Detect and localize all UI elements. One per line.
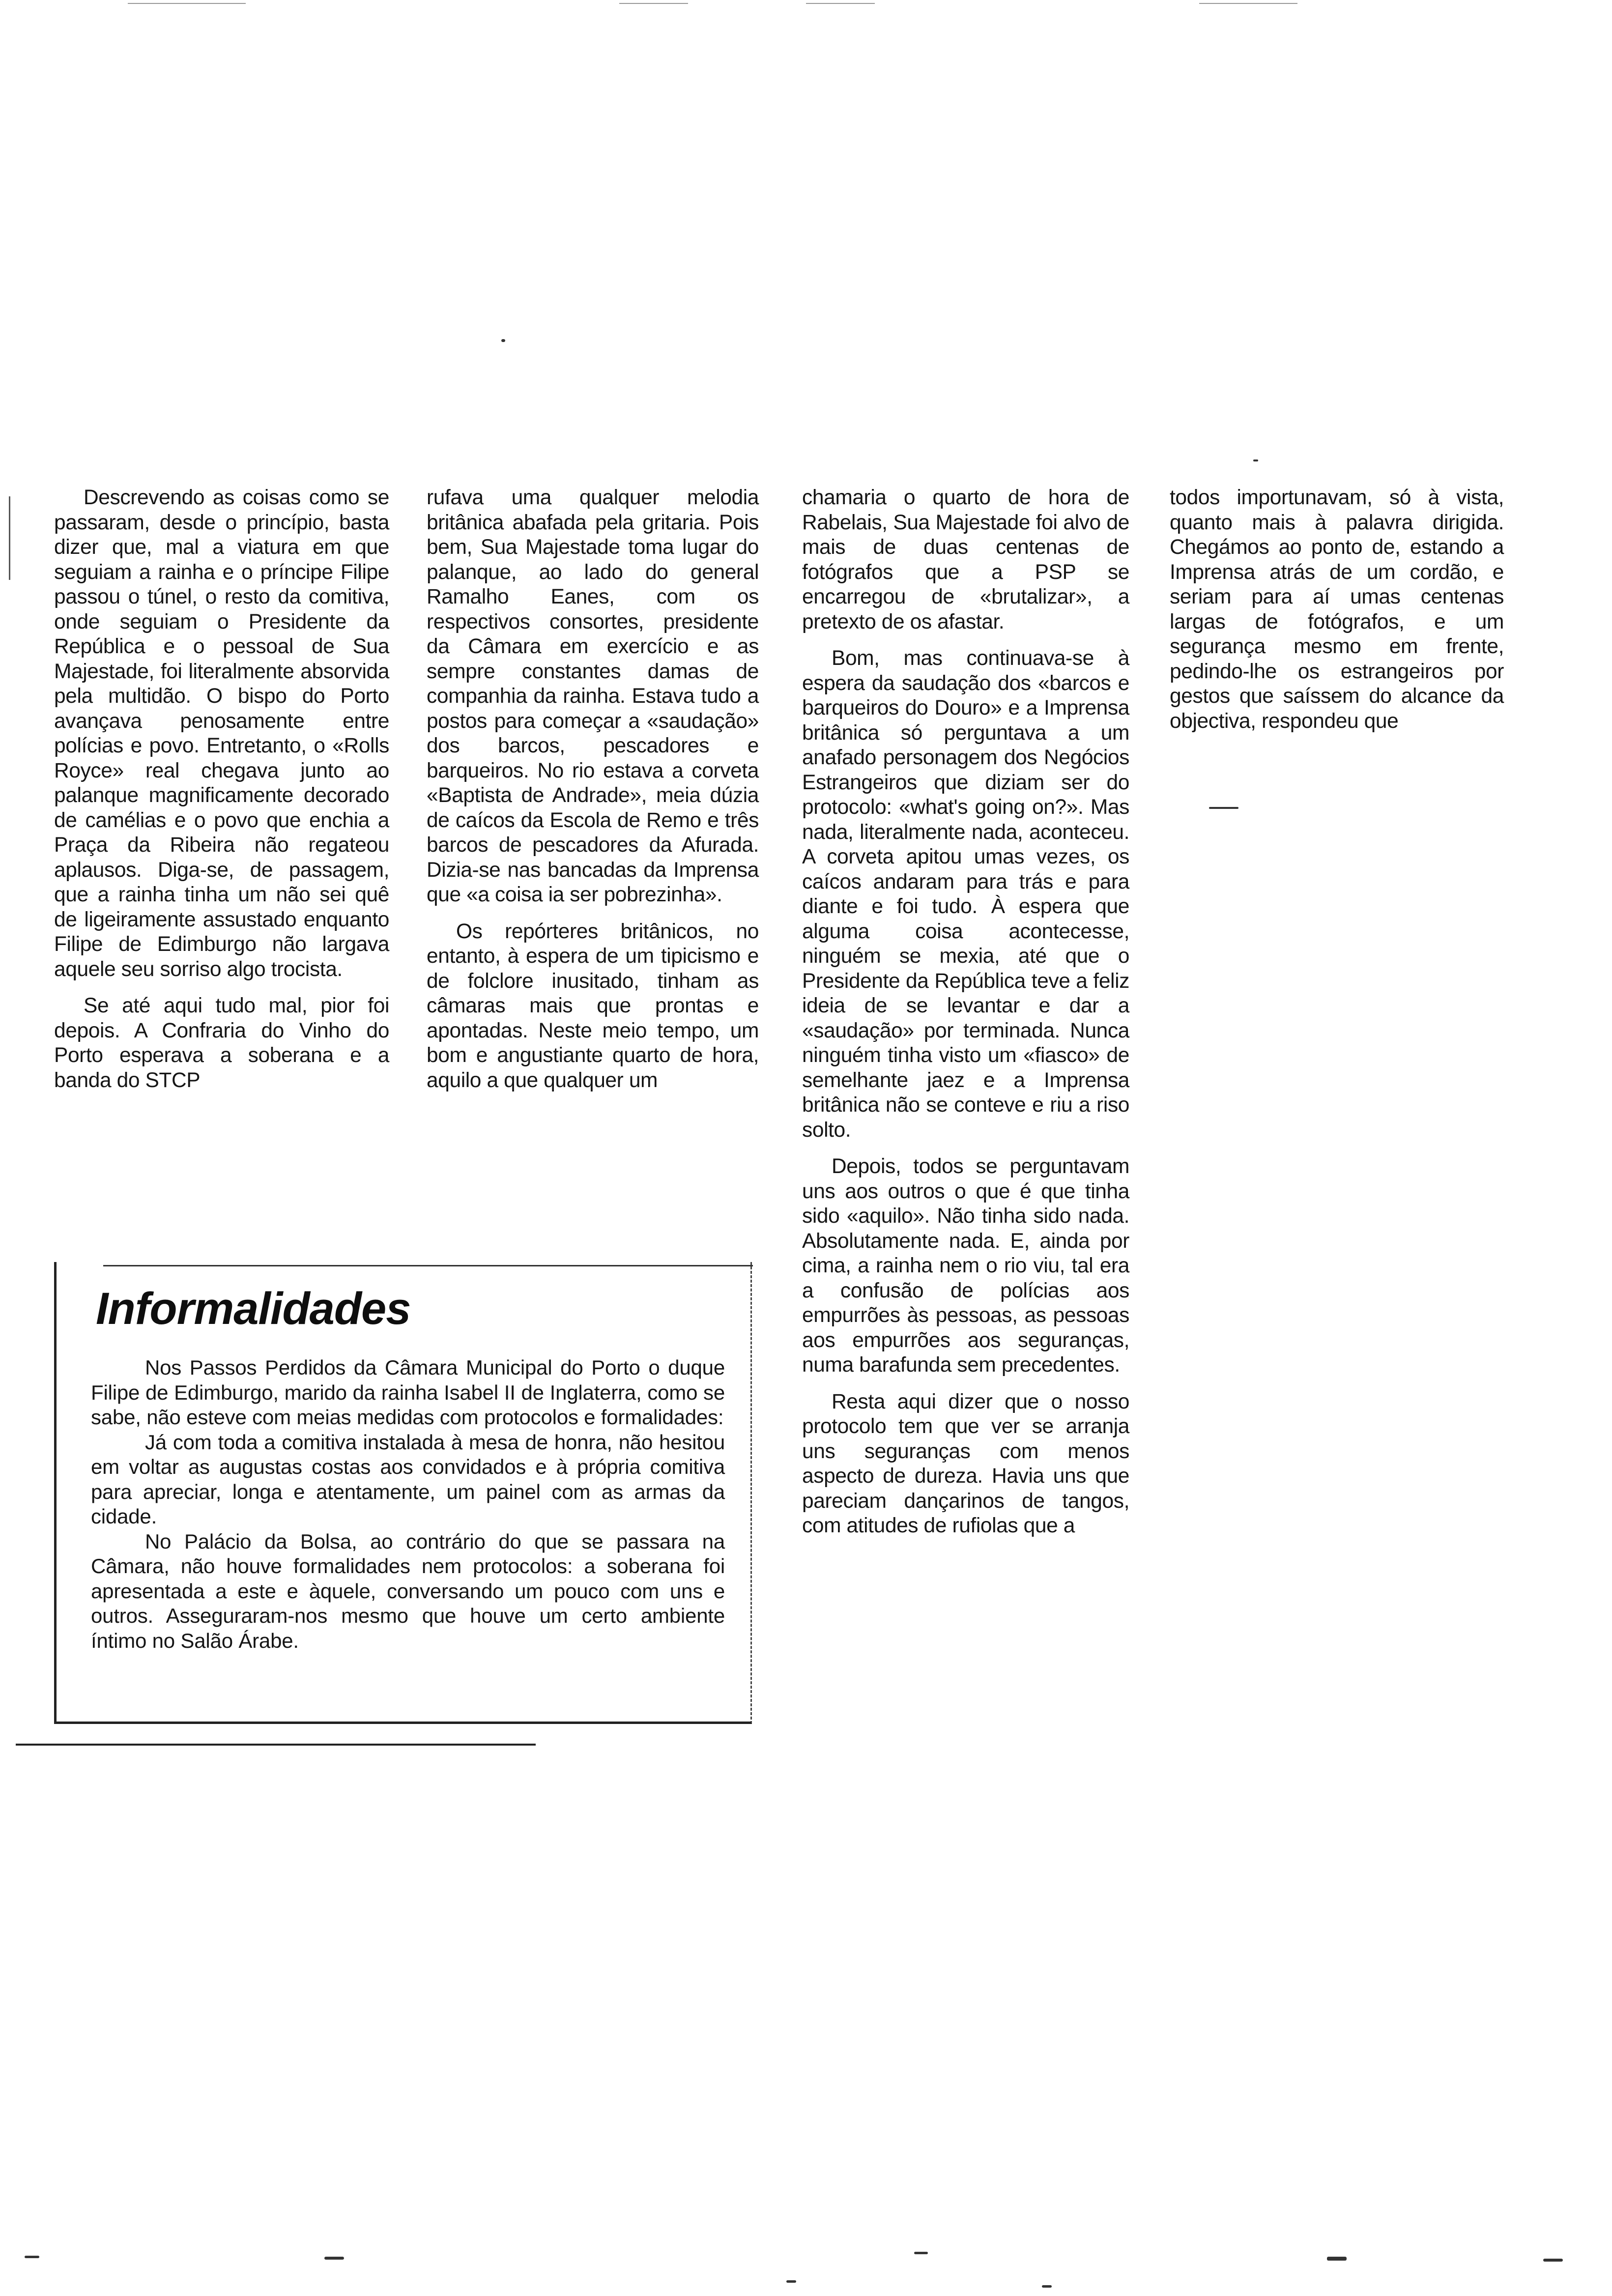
scan-artifact-top: [619, 3, 688, 4]
scan-artifact-edge: [9, 496, 10, 580]
scan-speck: [25, 2256, 39, 2258]
sidebar-paragraph: No Palácio da Bolsa, ao contrário do que se passara na Câmara, não houve formalidades nem protocolos: a soberana foi apresentada a este e àquele, conversando um pouco com uns e outros. Asseguraram-nos mesmo que houve um certo ambiente íntimo no Salão Árabe.: [91, 1529, 725, 1652]
scan-speck: [1042, 2285, 1052, 2288]
scan-artifact-top: [128, 3, 246, 4]
paragraph: rufava uma qualquer melodia britânica abafada pela gritaria. Pois bem, Sua Majestade toma lugar do palanque, ao lado do general Ramalho Eanes, com os respectivos consortes, presidente da Câmara em exercício e as sempre constantes damas de companhia da rainha. Estava tudo a postos para começar a «saudação» dos barcos, pescadores e barqueiros. No rio estava a corveta «Baptista de Andrade», meia dúzia de caícos da Escola de Remo e três barcos de pescadores da Afurada. Dizia-se nas bancadas da Imprensa que «a coisa ia ser pobrezinha».: [427, 486, 759, 906]
paragraph: Se até aqui tudo mal, pior foi depois. A Confraria do Vinho do Porto esperava a soberana e a banda do STCP: [54, 994, 389, 1092]
paragraph: todos importunavam, só à vista, quanto mais à palavra dirigida. Chegámos ao ponto de, estando a Imprensa atrás de um cordão, e seriam para aí umas centenas largas de fotógrafos, e um segurança mesmo em frente, pedindo-lhe os estrangeiros por gestos que saíssem do alcance da objectiva, respondeu que: [1170, 486, 1504, 733]
scan-speck: [1327, 2257, 1347, 2261]
scan-speck: [324, 2257, 344, 2260]
sidebar-paragraph: Já com toda a comitiva instalada à mesa de honra, não hesitou em voltar as augustas costas aos convidados e à própria comitiva para apreciar, longa e atentamente, um painel com as armas da cidade.: [91, 1430, 725, 1528]
scan-speck: [1543, 2259, 1563, 2262]
article-column-1: [54, 486, 389, 1093]
paragraph: Os repórteres britânicos, no entanto, à espera de um tipicismo e de folclore inusitado, tinham as câmaras mais que prontas e apontadas. Neste meio tempo, um bom e angustiante quarto de hora, aquilo a que qualquer um: [427, 919, 759, 1092]
paragraph: Resta aqui dizer que o nosso protocolo tem que ver se arranja uns seguranças com menos aspecto de dureza. Havia uns que pareciam dançarinos de tangos, com atitudes de rufiolas que a: [802, 1390, 1129, 1537]
scan-speck: [1209, 807, 1238, 809]
scan-artifact-top: [806, 3, 875, 4]
paragraph: chamaria o quarto de hora de Rabelais, Sua Majestade foi alvo de mais de duas centenas de fotógrafos que a PSP se encarregou de «brutalizar», a pretexto de os afastar.: [802, 486, 1129, 633]
article-column-4: [1170, 486, 1504, 734]
scan-speck: [1253, 459, 1258, 461]
scan-speck: [786, 2280, 796, 2283]
article-column-3: [802, 486, 1129, 1539]
paragraph: Bom, mas continuava-se à espera da saudação dos «barcos e barqueiros do Douro» e a Imprensa britânica só perguntava a um anafado personagem dos Negócios Estrangeiros que diziam ser do protocolo: «what's going on?». Mas nada, literalmente nada, aconteceu. A corveta apitou umas vezes, os caícos andaram para trás e para diante e foi tudo. À espera que alguma coisa acontecesse, ninguém se mexia, até que o Presidente da República teve a feliz ideia de se levantar e dar a «saudação» por terminada. Nunca ninguém tinha visto um «fiasco» de semelhante jaez e a Imprensa britânica não se conteve e riu a riso solto.: [802, 647, 1129, 1142]
scan-speck: [501, 339, 505, 342]
scan-artifact-top: [1199, 3, 1297, 4]
paragraph: Depois, todos se perguntavam uns aos outros o que é que tinha sido «aquilo». Não tinha sido nada. Absolutamente nada. E, ainda por cima, a rainha nem o rio viu, tal era a confusão de polícias aos empurrões às pessoas, as pessoas aos empurrões aos seguranças, numa barafunda sem precedentes.: [802, 1155, 1129, 1377]
paragraph: Descrevendo as coisas como se passaram, desde o princípio, basta dizer que, mal a viatura em que seguiam a rainha e o príncipe Filipe passou o túnel, o resto da comitiva, onde seguiam o Presidente da República e o pessoal de Sua Majestade, foi literalmente absorvida pela multidão. O bispo do Porto avançava penosamente entre polícias e povo. Entretanto, o «Rolls Royce» real chegava junto ao palanque magnificamente decorado de camélias e o povo que enchia a Praça da Ribeira não regateou aplausos. Diga-se, de passagem, que a rainha tinha um não sei quê de ligeiramente assustado enquanto Filipe de Edimburgo não largava aquele seu sorriso algo trocista.: [54, 486, 389, 981]
sidebar-box-top-rule: [103, 1265, 753, 1266]
scan-speck: [914, 2252, 928, 2254]
sidebar-paragraph: Nos Passos Perdidos da Câmara Municipal do Porto o duque Filipe de Edimburgo, marido da rainha Isabel II de Inglaterra, como se sabe, não esteve com meias medidas com protocolos e formalidades:: [91, 1356, 725, 1429]
bottom-rule: [16, 1744, 536, 1746]
sidebar-body: [91, 1355, 725, 1653]
article-column-2: [427, 486, 759, 1093]
sidebar-title: Informalidades: [96, 1284, 411, 1334]
